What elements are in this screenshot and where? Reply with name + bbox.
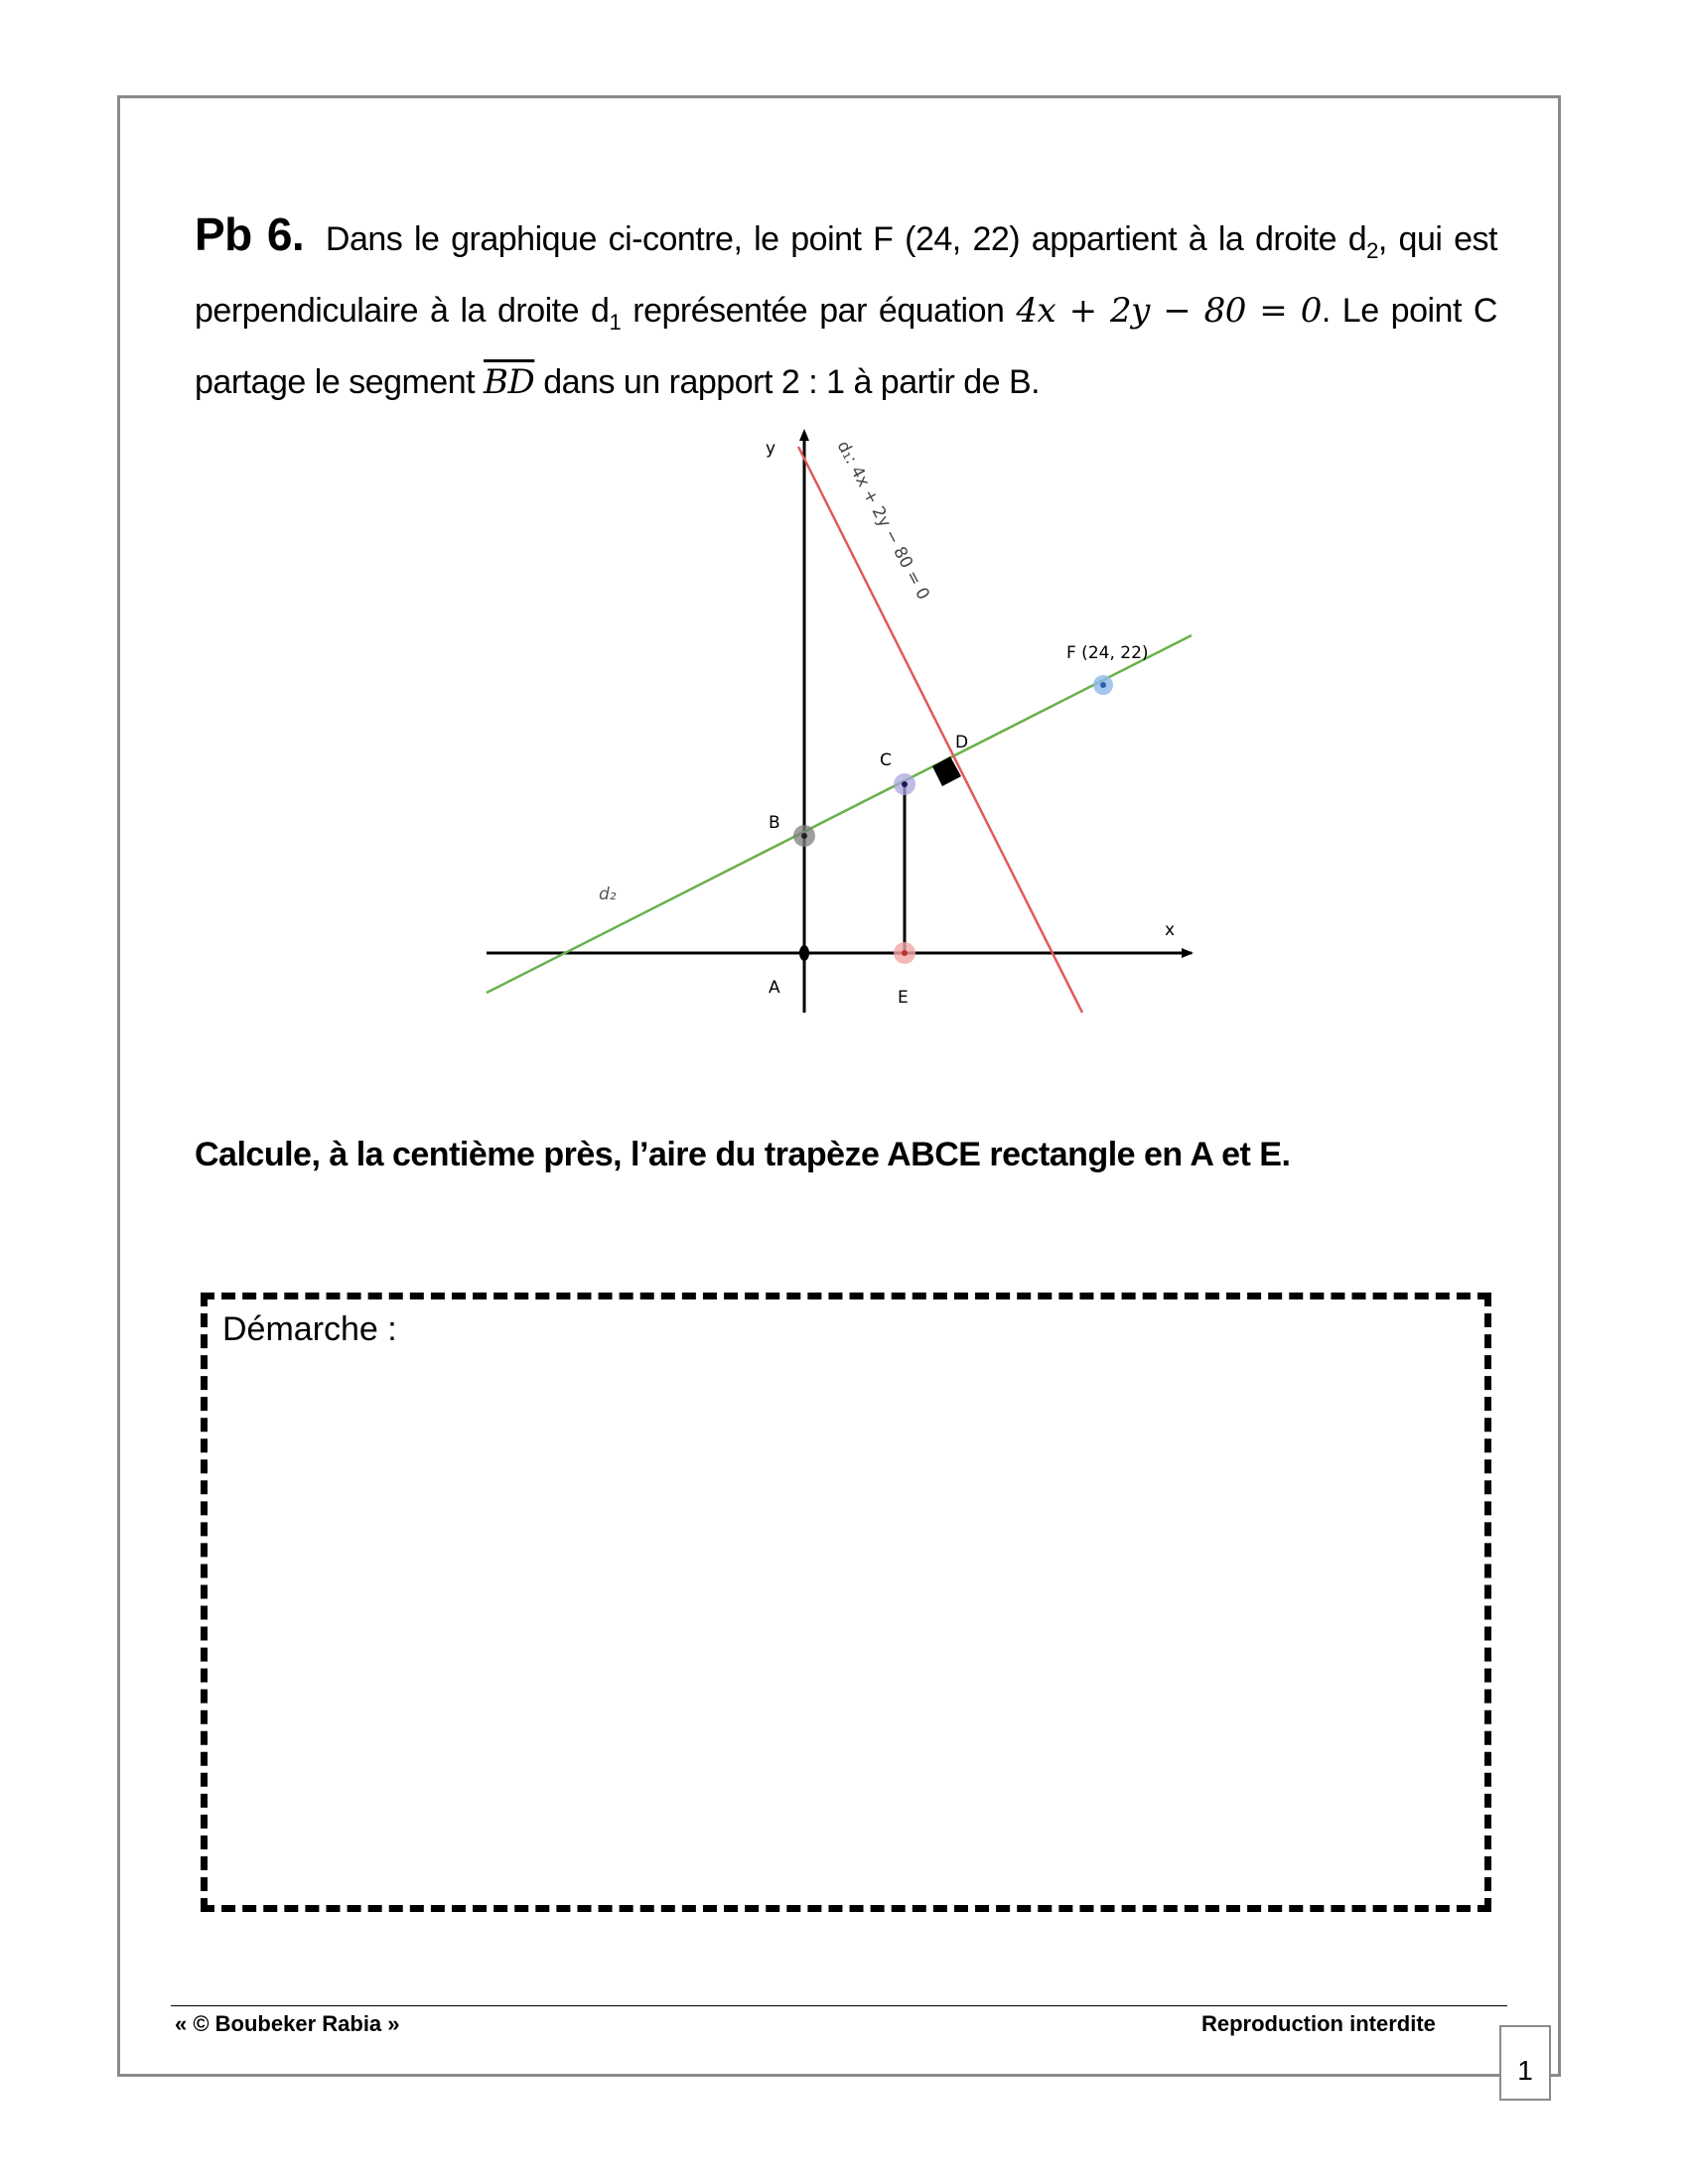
- answer-box[interactable]: [201, 1293, 1491, 1912]
- d2-subscript: 2: [1366, 237, 1378, 263]
- point-c-label: C: [880, 751, 892, 770]
- point-e: [902, 950, 908, 956]
- problem-text-1: Dans le graphique ci-contre, le point F (24, 22) appartient à la droite d: [325, 220, 1367, 258]
- page-number: 1: [1517, 2055, 1533, 2086]
- point-a-label: A: [769, 978, 780, 998]
- line-d1: [798, 447, 1082, 1013]
- point-f-label: F (24, 22): [1066, 643, 1149, 663]
- problem-label: Pb 6.: [195, 208, 305, 260]
- point-e-label: E: [898, 988, 909, 1008]
- copyright-text: « © Boubeker Rabia »: [175, 2011, 400, 2036]
- d2-label: d₂: [599, 885, 617, 904]
- d1-label: d₁: 4x + 2y − 80 = 0: [832, 437, 933, 604]
- line-d2: [487, 635, 1192, 993]
- problem-text-5: dans un rapport 2 : 1 à partir de B.: [534, 362, 1041, 401]
- point-a: [799, 945, 809, 961]
- line-equation: 4x + 2y − 80 = 0: [1016, 290, 1322, 331]
- point-f: [1100, 682, 1106, 688]
- problem-text-3: représentée par équation: [621, 291, 1017, 330]
- segment-bd: $\overline{BD}$: [484, 361, 535, 402]
- y-axis-arrow-icon: [799, 429, 809, 441]
- point-b: [801, 833, 807, 839]
- reproduction-notice: Reproduction interdite: [1201, 2011, 1436, 2036]
- answer-label: Démarche :: [222, 1310, 397, 1348]
- point-c: [902, 781, 908, 787]
- y-axis-label: y: [766, 439, 776, 459]
- question: Calcule, à la centième près, l’aire du trapèze ABCE rectangle en A et E.: [195, 1136, 1291, 1173]
- x-axis-label: x: [1165, 920, 1176, 940]
- x-axis-arrow-icon: [1182, 948, 1194, 958]
- page-number-box: [1499, 2025, 1551, 2101]
- footer-divider: [171, 2005, 1507, 2006]
- point-b-label: B: [769, 813, 780, 833]
- coordinate-figure: [477, 417, 1231, 1032]
- problem-statement: [195, 205, 1497, 412]
- d1-subscript: 1: [609, 309, 622, 335]
- problem-text-4: . Le point C partage le segment: [195, 291, 1497, 401]
- point-d-label: D: [955, 733, 969, 752]
- problem-text-2: , qui est perpendiculaire à la droite d: [195, 220, 1497, 330]
